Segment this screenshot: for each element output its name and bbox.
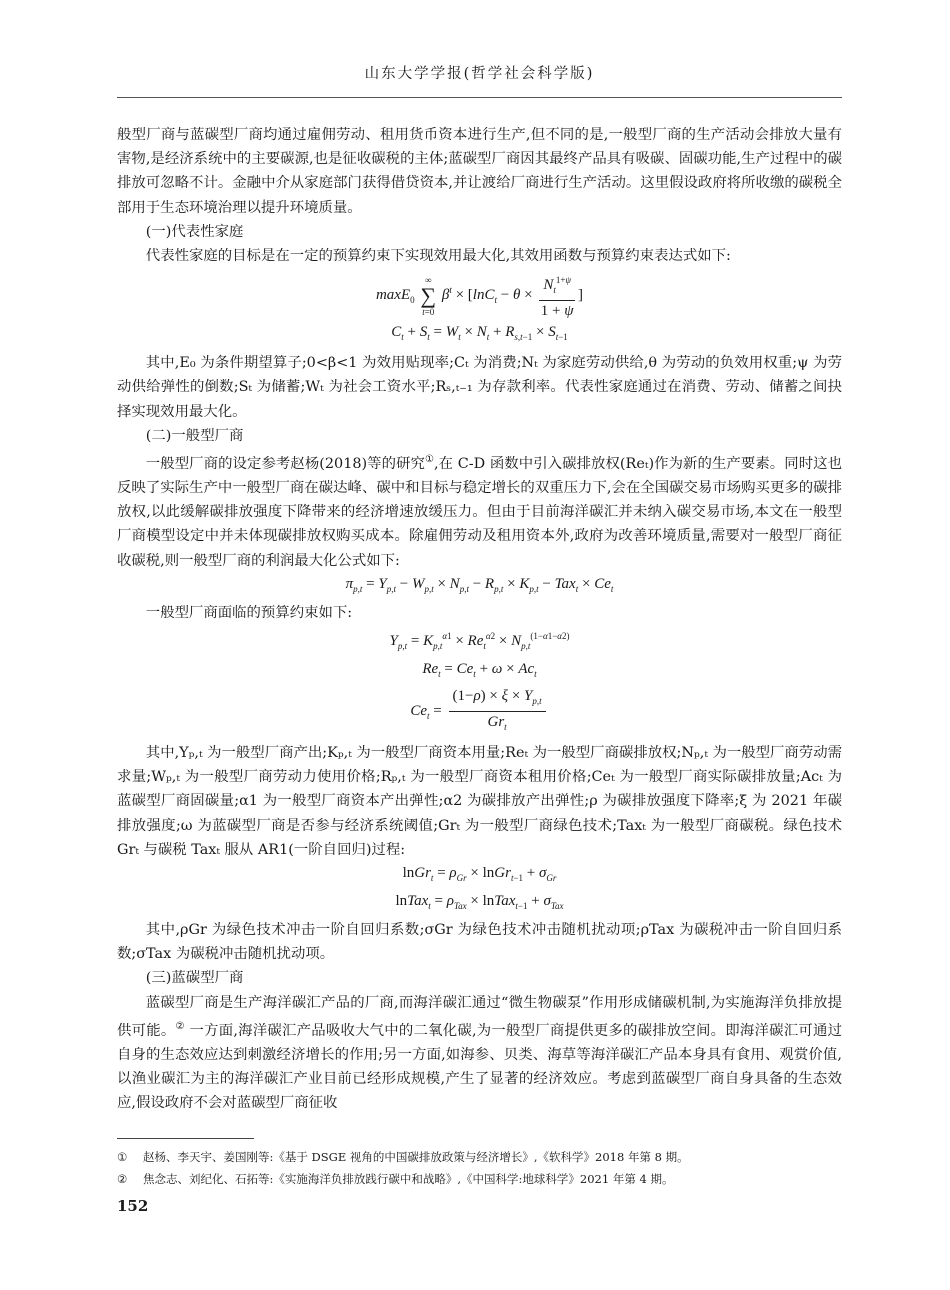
blue-carbon-paragraph-1 — [117, 991, 842, 1116]
sum-symbol: ∞ ∑ t=0 — [420, 274, 437, 317]
equation-utility: maxE$_0$ ∞ ∑ t=0 $\beta^t \times [\ln C_t - \theta$ × $\frac{N_t^{1+\psi}}{1 + \psi}$ ] — [117, 270, 842, 321]
footnote-ref-1[interactable]: ① — [425, 454, 435, 466]
footnotes — [117, 1146, 842, 1190]
footnote-ref-2[interactable]: ② — [175, 1020, 185, 1032]
footnote-rule — [117, 1138, 254, 1139]
fraction-emission: $\frac{(1-\rho) \times \xi \times Y_{p,t}}{Gr_t}$ — [449, 686, 546, 737]
body-text — [117, 123, 842, 1115]
fraction-labor: $\frac{N_t^{1+\psi}}{1 + \psi}$ — [539, 270, 575, 321]
general-firm-p1a: 一般型厂商的设定参考赵杨(2018)等的研究 — [145, 455, 426, 472]
footnote-mark: ① — [117, 1150, 128, 1164]
blue-carbon-p1b: 一方面,海洋碳汇产品吸收大气中的二氧化碳,为一般型厂商提供更多的碳排放空间。即海洋碳汇可通过自身的生态效应达到刺激经济增长的作用;另一方面,如海参、贝类、海草等海洋碳汇产品本身具有食用、观赏价值,以渔业碳汇为主的海洋碳汇产业目前已经形成规模,产生了显著的经济效应。考虑到蓝碳型厂商自身具备的生态效应,假设政府不会对蓝碳型厂商征收 — [117, 1022, 842, 1112]
equation-emission-right: $Re_t = Ce_t + \omega \times Ac_t$ — [422, 661, 537, 680]
general-firm-p1b: ,在 C-D 函数中引入碳排放权(Reₜ)作为新的生产要素。同时这也反映了实际生产中一般型厂商在碳达峰、碳中和目标与稳定增长的双重压力下,会在全国碳交易市场购买更多的碳排放权,以此缓解碳排放强度下降带来的经济增速放缓压力。但由于目前海洋碳汇并未纳入碳交易市场,本文在一般型厂商模型设定中并未体现碳排放权购买成本。除雇佣劳动及租用资本外,政府为改善环境质量,需要对一般型厂商征收碳税,则一般型厂商的利润最大化公式如下: — [117, 455, 842, 569]
header-rule — [117, 97, 842, 98]
footnote-text: 焦念志、刘纪化、石拓等:《实施海洋负排放践行碳中和战略》,《中国科学:地球科学》2021 年第 4 期。 — [143, 1172, 674, 1186]
equation-budget: $C_t + S_t = W_t \times N_t + R_{s,t-1} \times S_{t-1}$ — [391, 324, 568, 343]
general-firm-paragraph-3: 其中,Yₚ,ₜ 为一般型厂商产出;Kₚ,ₜ 为一般型厂商资本用量;Reₜ 为一般型厂商碳排放权;Nₚ,ₜ 为一般型厂商劳动需求量;Wₚ,ₜ 为一般型厂商劳动力使用价格;Rₚ,ₜ 为一般型厂商资本租用价格;Ceₜ 为一般型厂商实际碳排放量;Acₜ 为蓝碳型厂商固碳量;α1 为一般型厂商资本产出弹性;α2 为碳排放产出弹性;ρ 为碳排放强度下降率;ξ 为 2021 年碳排放强度;ω 为蓝碳型厂商是否参与经济系统阈值;Grₜ 为一般型厂商绿色技术;Taxₜ 为一般型厂商碳税。绿色技术 Grₜ 与碳税 Taxₜ 服从 AR1(一阶自回归)过程: — [117, 745, 842, 858]
general-firm-paragraph-4: 其中,ρGr 为绿色技术冲击一阶自回归系数;σGr 为绿色技术冲击随机扰动项;ρTax 为碳税冲击一阶自回归系数;σTax 为碳税冲击随机扰动项。 — [117, 922, 842, 963]
page-number: 152 — [117, 1197, 149, 1215]
section-heading-general-firm: (二)一般型厂商 — [145, 427, 244, 444]
equation-emission: $Ce_t$ = $\frac{(1-\rho) \times \xi \times Y_{p,t}}{Gr_t}$ — [117, 686, 842, 737]
equation-profit: $\pi_{p,t} = Y_{p,t} - W_{p,t} \times N_{p,t} - R_{p,t} \times K_{p,t} - Tax_t \times Ce_t$ — [345, 575, 614, 594]
footnote-mark: ② — [117, 1172, 128, 1186]
section-heading-blue-carbon-firm: (三)蓝碳型厂商 — [145, 970, 244, 987]
footnote-2 — [117, 1168, 842, 1190]
footnote-1 — [117, 1146, 842, 1168]
equation-production: $Y_{p,t} = K_{p,t}^{\alpha 1} \times Re_t^{\alpha 2} \times N_{p,t}^{(1-\alpha 1-\alpha 2)}$ — [389, 631, 570, 652]
journal-header: 山东大学学报(哲学社会科学版) — [364, 66, 595, 82]
household-paragraph-1: 代表性家庭的目标是在一定的预算约束下实现效用最大化,其效用函数与预算约束表达式如下: — [145, 248, 731, 265]
household-paragraph-2: 其中,E₀ 为条件期望算子;0<β<1 为效用贴现率;Cₜ 为消费;Nₜ 为家庭劳动供给,θ 为劳动的负效用权重;ψ 为劳动供给弹性的倒数;Sₜ 为储蓄;Wₜ 为社会工资水平;Rₛ,ₜ₋₁ 为存款利率。代表性家庭通过在消费、劳动、储蓄之间抉择实现效用最大化。 — [117, 355, 842, 420]
equation-green-tech: lnGr$_t$ = $\rho_{Gr}$ × lnGr$_{t-1}$ + $\sigma_{Gr}$ — [402, 865, 557, 884]
blue-carbon-p1a: 蓝碳型厂商是生产海洋碳汇产品的厂商,而海洋碳汇通过“微生物碳泵”作用形成储碳机制,为实施海洋负排放提供可能。 — [117, 994, 842, 1039]
equation-carbon-tax: lnTax$_t$ = $\rho_{Tax}$ × lnTax$_{t-1}$ + $\sigma_{Tax}$ — [395, 893, 564, 912]
general-firm-paragraph-2: 一般型厂商面临的预算约束如下: — [145, 604, 353, 621]
section-heading-household: (一)代表性家庭 — [145, 223, 244, 240]
general-firm-paragraph-1 — [117, 448, 842, 573]
footnote-text: 赵杨、李天宇、姜国刚等:《基于 DSGE 视角的中国碳排放政策与经济增长》,《软科学》2018 年第 8 期。 — [143, 1150, 689, 1164]
intro-paragraph: 般型厂商与蓝碳型厂商均通过雇佣劳动、租用货币资本进行生产,但不同的是,一般型厂商的生产活动会排放大量有害物,是经济系统中的主要碳源,也是征收碳税的主体;蓝碳型厂商因其最终产品具有吸碳、固碳功能,生产过程中的碳排放可忽略不计。金融中介从家庭部门获得借贷资本,并让渡给厂商进行生产活动。这里假设政府将所收缴的碳税全部用于生态环境治理以提升环境质量。 — [117, 127, 842, 216]
